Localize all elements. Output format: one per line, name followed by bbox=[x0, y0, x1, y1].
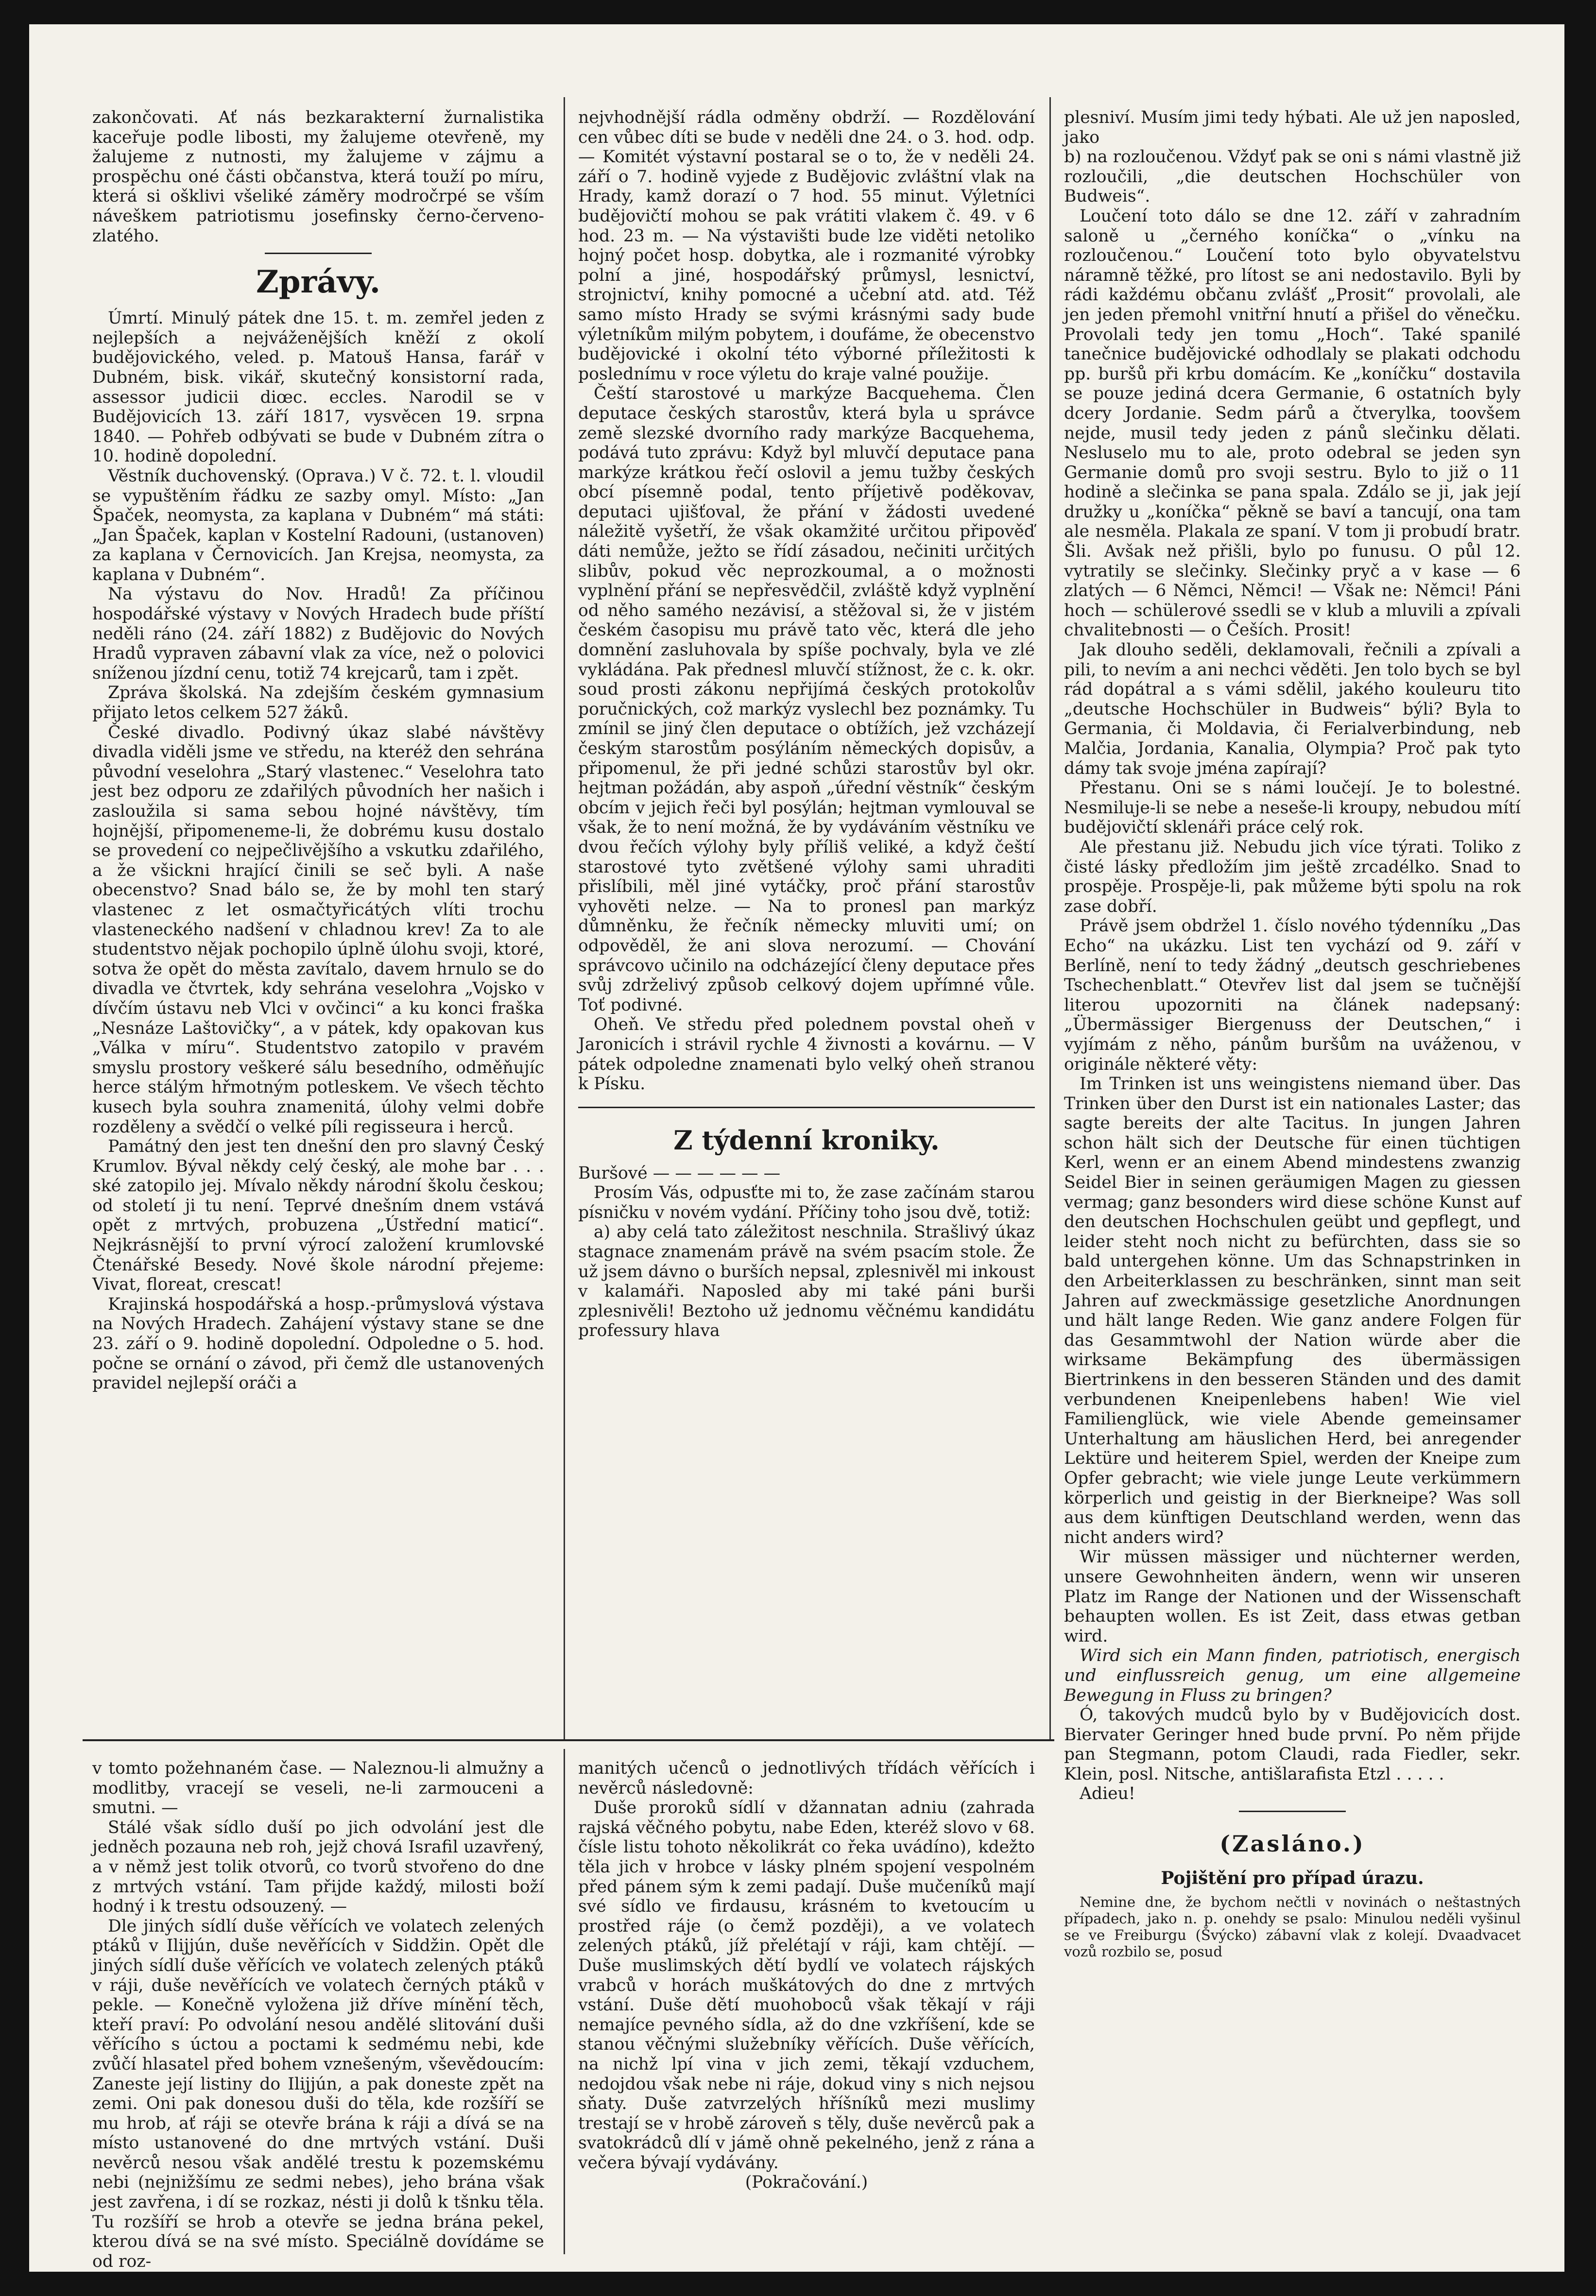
kronika-point-b: b) na rozloučenou. Vždyť pak se oni s námi vlastně již rozloučili, „die deutschen Hochschüler von Budweis“. bbox=[1064, 147, 1521, 206]
article-heading-pojisteni: Pojištění pro případ úrazu. bbox=[1161, 1868, 1424, 1889]
news-vystava-continued: nejvhodnější rádla odměny obdrží. — Rozdělování cen vůbec díti se bude v neděli dne 24. o 3. hod. odp. — Komitét výstavní postaral se o to, že v neděli 24. září o 7. hodině vyjede z Budějovic zvláštní vlak na Hrady, kamž dorazí o 7 hod. 55 minut. Výletníci budějovičtí mohou se pak vrátiti vlakem č. 49. v 6 hod. 23 m. — Na výstavišti bude lze viděti netoliko hojný počet hosp. dobytka, ale i rozmanité výrobky polní a jiné, hospodářský průmysl, lesnictví, strojnictví, knihy pomocné a učební atd. atd. Též samo místo Hrady se svými krásnými sady bude výletníkům milým pobytem, i doufáme, že obecenstvo budějovické i okolní této výborné příležitosti k poslednímu v roce výletu do kraje valné použije. bbox=[578, 108, 1035, 384]
news-krumlov: Památný den jest ten dnešní den pro slavný Český Krumlov. Býval někdy celý český, ale mohe bar . . . ské zatopilo jej. Mívalo někdy národní školu českou; od století ji tu není. Teprvé dnešním dnem vstává opět z mrtvých, probuzena „Ústřední maticí“. Nejkrásnější to první výrocí založení krumlovské Čtenářské Besedy. Nové škole národní přejeme: Vivat, floreat, crescat! bbox=[92, 1137, 544, 1295]
german-quote-3: Wird sich ein Mann finden, patriotisch, energisch und einflussreich genug, um eine allgemeine Bewegung in Fluss zu bringen? bbox=[1064, 1646, 1521, 1705]
column-3 bbox=[1064, 108, 1521, 2255]
german-quote-2: Wir müssen mässiger und nüchterner werden, unsere Gewohnheiten ändern, wenn wir unseren Platz im Range der Nationen und der Wissenschaft behaupten wollen. Es ist Zeit, dass etwas getban wird. bbox=[1064, 1547, 1521, 1646]
news-krajinska: Krajinská hospodářská a hosp.-průmyslová výstava na Nových Hradech. Zahájení výstavy stane se dne 23. září o 9. hodině dopolední. Odpoledne o 5. hod. počne se ornání o závod, při čemž dle ustanovených pravidel nejlepší oráči a bbox=[92, 1294, 544, 1393]
feuilleton-text: Dle jiných sídlí duše věřících ve volatech zelených ptáků v Ilijjún, duše nevěřících v Siddžin. Opět dle jiných sídlí duše věřících ve volatech zelených ptáků v ráji, duše nevěřících ve volatech černých ptáků v pekle. — Konečně vyložena již dříve mínění těch, kteří praví: Po odvolání nesou andělé slitování duši věřícího s úctou a poctami k sedmému nebi, kde zvůčí hlasatel před bohem vznešeným, vševědoucím: Zaneste její listiny do Ilijjún, a pak doneste zpět na zemi. Oni pak donesou duši do těla, kde rozšíří se mu hrob, ať ráji se otevře brána k ráji a dívá se na místo ustanovené do dne mrtvých vstání. Duši nevěrců nesou však andělé trestu k pozemskému nebi (nejnižšímu ze sedmi nebes), jeho brána však jest zavřena, i dí se rozkaz, nésti ji dolů k tšnku těla. Tu rozšíří se hrob a otevře se jedna brána pekel, kterou dívá se na své místo. Speciálně dovídáme se od roz- bbox=[92, 1916, 544, 2271]
news-skolska: Zpráva školská. Na zdejším českém gymnasium přijato letos celkem 527 žáků. bbox=[92, 683, 544, 723]
feuilleton-text: Stálé však sídlo duší po jich odvolání jest dle jedněch pozauna neb roh, jejž chová Israfil uzavřený, a v němž jest tolik otvorů, co tvorů stvořeno do dne z mrtvých vstání. Tam přijde každý, milosti boží hodný i k trestu odsouzený. — bbox=[92, 1817, 544, 1917]
kronika-zrcadelko: Ale přestanu již. Nebudu jich více týrati. Toliko z čisté lásky předložím jim ještě zrcadélko. Snad to prospěje. Prospěje-li, pak můžeme býti spolu na rok zase dobří. bbox=[1064, 837, 1521, 916]
feuilleton-text: manitých učenců o jednotlivých třídách věřících i nevěrců následovně: bbox=[578, 1759, 1035, 1798]
divider bbox=[578, 1107, 1035, 1108]
divider bbox=[265, 253, 372, 254]
kronika-mudci: Ó, takových mudců bylo by v Budějovicích dost. Biervater Geringer hned bude první. Po něm přijde pan Stegmann, potom Claudi, rada Fiedler, sekr. Klein, posl. Nitsche, antišlarafista Etzl . . . . . bbox=[1064, 1705, 1521, 1784]
column-rule bbox=[1049, 97, 1051, 1739]
feuilleton-text: Duše proroků sídlí v džannatan adniu (zahrada rajská věčného pobytu, nabe Eden, kteréž slovo v 68. čísle listu tohoto několikrát co řeka uvádíno), kdežto těla jich v hrobce v lásky plném spojení vespolném před pánem sým k zemi padají. Duše mučeníků mají své sídlo ve firdausu, krásném to kvetoucím u prostřed ráje (o čemž později), a ve volatech zelených ptáků, jíž přelétají v ráji, kam chtějí. — Duše muslimských dětí bydlí ve volatech rájských vrabců v horách muškátových do dne z mrtvých vstání. Duše dětí muohoboců však těkají v ráji nemajíce pevného sídla, až do dne vzkříšení, kde se stanou věčnými služebníky věřících. Duše věřících, na nichž lpí vina v jich zemi, těkají vzduchem, nedojdou však nebe ni ráje, dokud viny s nich nejsou sňaty. Duše zatvrzelých hříšníků mezi muslimy trestají se v hrobě zároveň s těly, duše nevěrců pak a svatokrádců dlí v jámě ohně pekelného, jenž z rána a večera bývají vydávány. bbox=[578, 1798, 1035, 2173]
newspaper-page bbox=[29, 24, 1564, 2272]
column-2 bbox=[578, 108, 1035, 1735]
kronika-adieu: Adieu! bbox=[1080, 1784, 1135, 1804]
feuilleton-column-1 bbox=[92, 1759, 544, 2271]
kronika-point-a: a) aby celá tato záležitost neschnila. Strašlivý úkaz stagnace znamenám právě na svém psacím stole. Že už jsem dávno o burších nepsal, zplesnivěl mi inkoust v kalamáři. Naposled aby mi také páni burši zplesnivěli! Beztoho už jednomu věčnému kandidátu professury hlava bbox=[578, 1222, 1035, 1341]
opening-paragraph: zakončovati. Ať nás bezkarakterní žurnalistika kaceřuje podle libosti, my žalujeme otevřeně, my žalujeme z nutnosti, my žalujeme v zájmu a prospěchu oné části občanstva, která touží po míru, která si ošklivi všeliké záměry modročrpé se vším náveškem patriotismu josefinsky černo-červeno-zlatého. bbox=[92, 108, 544, 246]
kronika-louceni: Loučení toto dálo se dne 12. září v zahradním saloně u „černého koníčka“ o „vínku na rozloučenou.“ Loučení toto bylo obyvatelstvu náramně těžké, pro lítost se ani nedostavilo. Byli by rádi každému občanu zvlášť „Prosit“ provolali, ale jen jeden přemohl vnitřní hnutí a přišel do věnečku. Provolali tedy jen tomu „Hoch“. Také spanilé tanečnice budějovické odhodlaly se plakati odchodu pp. buršů při krbu domácím. Ke „koníčku“ dostavila se pouze jediná dcera Germanie, 6 ostatních byly dcery Jordanie. Sedm párů a čtverylka, toovšem nejde, musil tedy jeden z pánů slečinku dělati. Nesluselo mu to ale, proto odebral se jeden syn Germanie domů pro svoji sestru. Bylo to již o 11 hodině a slečinka se pana spala. Zdálo se ji, jak její družky u „koníčka“ pěkně se baví a tancují, ona tam ale nesměla. Plakala ze spaní. V tom ji probudí bratr. Šli. Avšak než přišli, bylo po funusu. O půl 12. vytratily se slečinky. Slečinky pryč a v kase — 6 zlatých — 6 Němci, Němci! — Však ne: Němci! Páni hoch — schülerové ssedli se v klub a mluvili a zpívali chvalitebnosti — o Češích. Prosit! bbox=[1064, 206, 1521, 640]
section-heading-zpravy: Zprávy. bbox=[256, 264, 380, 301]
news-ohen: Oheň. Ve středu před polednem povstal oheň v Jaronicích i strávil rychle 4 živnosti a kovárnu. — V pátek odpoledne znamenati bylo velký oheň stranou k Písku. bbox=[578, 1015, 1035, 1094]
section-rule bbox=[83, 1739, 1054, 1741]
news-divadlo: České divadlo. Podivný úkaz slabé návštěvy divadla viděli jsme ve středu, na kteréž den sehrána původní veselohra „Starý vlastenec.“ Veselohra tato jest bez odporu ze zdařilých původních her našich i zasloužila si sama sebou hojné návštěvy, tím hojnější, připomeneme-li, že dobrému kusu dostalo se provedení co nejpečlivějšího a vskutku zdařilého, a že všickni hrající činili se seč byli. A naše obecenstvo? Snad bálo se, že by mohl ten starý vlastenec z let osmačtyřicátých vlíti trochu vlasteneckého nadšení v chladnou krev! Za to ale studentstvo nějak pochopilo úplně úlohu svoji, ktoré, sotva že opět do města zavítalo, davem hrnulo se do divadla ve čtvrtek, kdy sehrána veselohra „Vojsko v dívčím ústavu neb Vlci v ovčinci“ a ku konci fraška „Nesnáze Laštovičky“, a v pátek, kdy opakovan kus „Válka v míru“. Studentstvo zatopilo v pravém smyslu prostory veškeré sálu besedního, odměňujíc herce stálým hřmotným potleskem. Ve všech těchto kusech byla souhra znamenitá, úlohy velmi dobře rozděleny a svědčí o velké píli regisseura i herců. bbox=[92, 722, 544, 1137]
kronika-deklamovali: Jak dlouho seděli, deklamovali, řečnili a zpívali a pili, to nevím a ani nechci věděti. Jen tolo bych se byl rád dopátral a s vámi sdělil, jakého kouleuru tito „deutsche Hochschüler in Budweis“ býli? Byla to Germania, či Moldavia, či Ferialverbindung, neb Malčia, Jordania, Kanalia, Olympia? Proč pak tyto dámy tak svoje jména zapírají? bbox=[1064, 640, 1521, 778]
column-rule bbox=[564, 1749, 565, 2254]
german-quote-1: Im Trinken ist uns weingistens niemand über. Das Trinken über den Durst ist ein nationales Laster; das sagte bereits der alte Tacitus. In jungen Jahren schon hält sich der Deutsche für einen tüchtigen Kerl, wenn er an einem Abend mindestens zwanzig Seidel Bier in seinen geräumigen Magen zu giessen vermag; ganz besonders wird diese schöne Kunst auf den deutschen Hochschulen geübt und gepflegt, und leider steht noch nicht zu befürchten, dass sie so bald untergehen könne. Um das Schnapstrinken in den Arbeiterklassen zu beschränken, sinnt man seit Jahren auf zweckmässige gesetzliche Anordnungen und hält lange Reden. Wie ganz andere Folgen für das Gesammtwohl der Nation würde aber die wirksame Bekämpfung des übermässigen Biertrinkens in den besseren Ständen und des damit verbundenen Kneipenlebens haben! Wie viel Familienglück, wie viele Abende gemeinsamer Unterhaltung am häuslichen Herd, bei anregender Lektüre und heiterem Spiel, werden der Kneipe zum Opfer gebracht; wie viele junge Leute verkümmern körperlich und geistig in der Bierkneipe? Was soll aus dem künftigen Deutschland werden, wenn das nicht anders wird? bbox=[1064, 1074, 1521, 1547]
divider bbox=[1239, 1811, 1346, 1812]
feuilleton-continued-note: (Pokračování.) bbox=[745, 2173, 868, 2193]
kronika-subheading: Buršové — — — — — — bbox=[578, 1163, 781, 1183]
column-rule bbox=[564, 97, 565, 1739]
news-umrti: Úmrtí. Minulý pátek dne 15. t. m. zemřel jeden z nejlepších a nejváženějších kněží z okolí budějovického, veled. p. Matouš Hansa, farář v Dubném, bisk. vikář, skutečný konsistorní rada, assessor judicii diœc. eccles. Narodil se v Budějovicích 13. září 1817, vysvěcen 19. srpna 1840. — Pohřeb odbývati se bude v Dubném zítra o 10. hodině dopolední. bbox=[92, 308, 544, 466]
feuilleton-text: v tomto požehnaném čase. — Naleznou-li almužny a modlitby, vracejí se veseli, ne-li zarmouceni a smutni. — bbox=[92, 1759, 544, 1818]
news-starostove: Čeští starostové u markýze Bacquehema. Člen deputace českých starostův, která byla u správce země slezské dvorního rady markýze Bacquehema, podává tuto zprávu: Když byl mluvčí deputace pana markýze krátkou řečí oslovil a jemu tužby českých obcí písemně podal, tento příjetivě poděkovav, deputaci ujišťoval, že přání v žádosti uvedené náležitě vyšetří, že však okamžité určitou připověď dáti nemůže, ježto se řídí zásadou, nečiniti určitých slibův, pokud věc neprozkoumal, a o možnosti vyplnění přání se nepřesvědčil, zvláště když vyplnění od něho samého nezávisí, a stěžoval si, že v jistém českém časopisu mu právě tato věc, která dle jeho domnění zasluhovala by spíše pochvaly, byla ve zlé vykládána. Pak přednesl mluvčí stížnost, že c. k. okr. soud prosti zákonu nepřijímá českých protokolův poručnických, což markýz vyslechl bez poznámky. Tu zmínil se jiný člen deputace o obtížích, jež vzcházejí českým starostům posýláním německých dopisův, a připomenul, že při jedné schůzi starostův byl okr. hejtman požádán, aby aspoň „úřední věstník“ českým obcím v jejich řeči byl posýlán; hejtman vymlouval se však, že to není možná, že by vydáváním věstníku ve dvou řečích výlohy byly příliš veliké, a když čeští starostové tyto zvětšené výlohy sami uhraditi přislíbili, měl jiné vytáčky, proč přání starostův vyhověti nelze. — Na to pronesl pan markýz důmněnku, že řečník německy mluviti umí; on odpověděl, že ani slova nerozumí. — Chování správcovo učinilo na odcházející členy deputace přes svůj zdrželivý způsob celkový dojem upřímné vůle. Toť podivné. bbox=[578, 384, 1035, 1015]
section-heading-zaslano: (Zasláno.) bbox=[1219, 1831, 1365, 1857]
section-heading-kronika: Z týdenní kroniky. bbox=[673, 1124, 940, 1156]
kronika-intro: Prosím Vás, odpusťte mi to, že zase začínám starou písničku v novém vydání. Příčiny toho jsou dvě, totiž: bbox=[578, 1183, 1035, 1222]
kronika-continued: plesniví. Musím jimi tedy hýbati. Ale už jen naposled, jako bbox=[1064, 108, 1521, 147]
kronika-das-echo: Právě jsem obdržel 1. číslo nového týdenníku „Das Echo“ na ukázku. List ten vychází od 9. září v Berlíně, není to tedy žádný „deutsch geschriebenes Tschechenblatt.“ Otevřev list dal jsem se tučnější literou upozorniti na článek nadepsaný: „Übermässiger Biergenuss der Deutschen,“ i vyjímám z něho, pánům buršům na uváženou, v originále některé věty: bbox=[1064, 916, 1521, 1074]
news-vestnik: Věstník duchovenský. (Oprava.) V č. 72. t. l. vloudil se vypuštěním řádku ze sazby omyl. Místo: „Jan Špaček, neomysta, za kaplana v Dubném“ má státi: „Jan Špaček, kaplan v Kostelní Radouni, (ustanoven) za kaplana v Černovicích. Jan Krejsa, neomysta, za kaplana v Dubném“. bbox=[92, 466, 544, 584]
kronika-prestanu: Přestanu. Oni se s námi loučejí. Je to bolestné. Nesmiluje-li se nebe a neseše-li kroupy, nebudou mítí budějovičtí sklenáři práce celý rok. bbox=[1064, 778, 1521, 838]
news-vystava: Na výstavu do Nov. Hradů! Za příčinou hospodářské výstavy v Nových Hradech bude příští neděli ráno (24. září 1882) z Budějovic do Nových Hradů vypraven zábavní vlak za více, než o polovici sníženou jízdní cenu, totiž 74 krejcarů, tam i zpět. bbox=[92, 584, 544, 683]
column-1 bbox=[92, 108, 544, 1735]
feuilleton-column-2 bbox=[578, 1759, 1035, 2259]
article-pojisteni-text: Nemine dne, že bychom nečtli v novinách o neštastných případech, jako n. p. onehdy se psalo: Minulou neděli vyšinul se ve Freiburgu (Švýcko) zábavní vlak z kolejí. Dvaadvacet vozů rozbilo se, posud bbox=[1064, 1894, 1521, 1960]
